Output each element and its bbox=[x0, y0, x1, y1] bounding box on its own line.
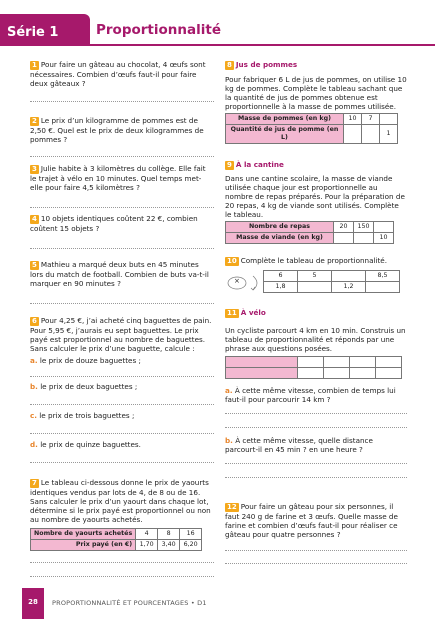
table-row bbox=[226, 233, 394, 244]
table-cell[interactable] bbox=[334, 233, 354, 244]
exercise-number: 9 bbox=[227, 161, 232, 169]
item-letter: a. bbox=[225, 386, 233, 395]
exercise-1 bbox=[30, 60, 214, 102]
exercise-number: 8 bbox=[227, 61, 232, 69]
table-cell[interactable]: 1,8 bbox=[264, 282, 298, 293]
table-cell[interactable] bbox=[376, 357, 402, 368]
table-cell: 4 bbox=[136, 529, 158, 540]
table-row bbox=[31, 540, 202, 551]
exercise-number: 10 bbox=[227, 257, 237, 265]
exercise-3 bbox=[30, 164, 214, 208]
table-cell[interactable] bbox=[366, 282, 400, 293]
exercise-number: 11 bbox=[227, 309, 237, 317]
exercise-text: Un cycliste parcourt 4 km en 10 min. Construis un tableau de proportionnalité et réponds par une phrase aux questions posées. bbox=[225, 326, 406, 353]
page-number: 28 bbox=[28, 598, 38, 606]
pommes-table bbox=[225, 113, 398, 144]
cantine-table bbox=[225, 221, 394, 244]
exercise-text: Pour 4,25 €, j’ai acheté cinq baguettes de pain. Pour 5,95 €, j’aurais eu sept baguettes. Le prix payé est proportionnel au nombre de baguettes. Sans calculer le prix d’une baguette, calcule : bbox=[30, 316, 212, 353]
table-row bbox=[264, 271, 400, 282]
answer-line[interactable] bbox=[225, 541, 407, 551]
table-cell[interactable] bbox=[324, 368, 350, 379]
table-cell[interactable] bbox=[374, 222, 394, 233]
answer-line[interactable] bbox=[30, 294, 214, 304]
item-letter: a. bbox=[30, 356, 38, 365]
yaourts-table bbox=[30, 528, 202, 551]
table-row bbox=[31, 529, 202, 540]
table-cell[interactable] bbox=[362, 125, 380, 144]
exercise-text: Pour fabriquer 6 L de jus de pommes, on utilise 10 kg de pommes. Complète le tableau sachant que la quantité de jus de pommes obtenue est proportionnelle à la masse de pommes utilisée. bbox=[225, 75, 407, 111]
item-text: le prix de trois baguettes ; bbox=[39, 411, 135, 420]
table-cell: 6,20 bbox=[180, 540, 202, 551]
table-cell[interactable] bbox=[380, 114, 398, 125]
table-row bbox=[226, 114, 398, 125]
table-cell[interactable] bbox=[354, 233, 374, 244]
item-text: le prix de quinze baguettes. bbox=[40, 440, 141, 449]
serie-tab bbox=[0, 14, 90, 46]
item-text: le prix de deux baguettes ; bbox=[40, 382, 138, 391]
exercise-text: Dans une cantine scolaire, la masse de viande utilisée chaque jour est proportionnelle au nombre de repas préparés. Pour la préparation de 20 repas, 4 kg de viande sont utilisés. Complète le tableau. bbox=[225, 174, 405, 219]
exercise-4 bbox=[30, 214, 214, 249]
table-cell[interactable]: 8,5 bbox=[366, 271, 400, 282]
item-text: le prix de douze baguettes ; bbox=[39, 356, 141, 365]
exercise-text: 10 objets identiques coûtent 22 €, combien coûtent 15 objets ? bbox=[30, 214, 198, 233]
table-cell: 3,40 bbox=[158, 540, 180, 551]
exercise-number: 2 bbox=[32, 117, 37, 125]
item-letter: b. bbox=[225, 436, 233, 445]
exercise-text: Mathieu a marqué deux buts en 45 minutes lors du match de football. Combien de buts va-t-il marquer en 90 minutes ? bbox=[30, 260, 209, 288]
row-header: Nombre de repas bbox=[226, 222, 334, 233]
table-row bbox=[264, 282, 400, 293]
multiplier-arrow-icon bbox=[225, 270, 265, 296]
exercise-number: 7 bbox=[32, 479, 37, 487]
exercise-12 bbox=[225, 502, 407, 564]
table-cell[interactable] bbox=[324, 357, 350, 368]
footer-chapter: PROPORTIONNALITÉ ET POURCENTAGES • D1 bbox=[52, 599, 207, 607]
table-cell[interactable] bbox=[350, 357, 376, 368]
item-text: À cette même vitesse, combien de temps lui faut-il pour parcourir 14 km ? bbox=[225, 386, 396, 404]
answer-line[interactable] bbox=[30, 147, 214, 157]
answer-line[interactable] bbox=[30, 424, 214, 434]
exercise-number: 5 bbox=[32, 261, 37, 269]
row-header: Masse de pommes (en kg) bbox=[226, 114, 344, 125]
proportion-table bbox=[263, 270, 400, 293]
exercise-7 bbox=[30, 478, 214, 577]
exercise-title: À vélo bbox=[240, 308, 266, 317]
table-cell[interactable]: 6 bbox=[264, 271, 298, 282]
table-cell: 1,70 bbox=[136, 540, 158, 551]
page-header bbox=[0, 0, 435, 46]
exercise-number: 1 bbox=[32, 61, 37, 69]
table-cell[interactable]: 7 bbox=[362, 114, 380, 125]
table-cell[interactable] bbox=[298, 282, 332, 293]
table-cell[interactable]: 10 bbox=[344, 114, 362, 125]
table-cell[interactable] bbox=[376, 368, 402, 379]
table-cell[interactable]: 20 bbox=[334, 222, 354, 233]
answer-line[interactable] bbox=[225, 554, 407, 564]
exercise-10 bbox=[225, 256, 407, 296]
answer-line[interactable] bbox=[225, 418, 407, 428]
row-header: Quantité de jus de pomme (en L) bbox=[226, 125, 344, 144]
exercise-11 bbox=[225, 308, 407, 478]
table-cell[interactable] bbox=[350, 368, 376, 379]
answer-line[interactable] bbox=[225, 404, 407, 414]
row-header: Masse de viande (en kg) bbox=[226, 233, 334, 244]
table-cell[interactable] bbox=[298, 357, 324, 368]
exercise-8 bbox=[225, 60, 407, 144]
table-row bbox=[226, 222, 394, 233]
answer-line[interactable] bbox=[30, 453, 214, 463]
exercise-text: Le tableau ci-dessous donne le prix de yaourts identiques vendus par lots de 4, de 8 ou de 16. Sans calculer le prix d’un yaourt dans chaque lot, détermine si le prix payé est proportionnel ou non au nombre de yaourts achetés. bbox=[30, 478, 211, 524]
answer-line[interactable] bbox=[30, 198, 214, 208]
table-cell[interactable]: 1 bbox=[380, 125, 398, 144]
row-header: Nombre de yaourts achetés bbox=[31, 529, 136, 540]
exercise-number: 12 bbox=[227, 503, 237, 511]
table-cell[interactable]: 150 bbox=[354, 222, 374, 233]
row-header[interactable] bbox=[226, 357, 298, 368]
exercise-text: Le prix d’un kilogramme de pommes est de 2,50 €. Quel est le prix de deux kilogrammes de pommes ? bbox=[30, 116, 204, 144]
table-cell: 16 bbox=[180, 529, 202, 540]
exercise-2 bbox=[30, 116, 214, 157]
table-cell[interactable] bbox=[332, 271, 366, 282]
row-header: Prix payé (en €) bbox=[31, 540, 136, 551]
item-letter: d. bbox=[30, 440, 38, 449]
table-cell[interactable] bbox=[344, 125, 362, 144]
multiplier-symbol: × bbox=[234, 277, 240, 285]
exercise-text: Julie habite à 3 kilomètres du collège. Elle fait le trajet à vélo en 10 minutes. Quel temps met-elle pour faire 4,5 kilomètres ? bbox=[30, 164, 206, 192]
answer-line[interactable] bbox=[30, 395, 214, 405]
exercise-text: Complète le tableau de proportionnalité. bbox=[240, 256, 388, 265]
exercise-6 bbox=[30, 316, 214, 463]
page-title: Proportionnalité bbox=[96, 22, 221, 38]
answer-line[interactable] bbox=[30, 367, 214, 377]
exercise-text: Pour faire un gâteau au chocolat, 4 œufs sont nécessaires. Combien d’œufs faut-il pour faire deux gâteaux ? bbox=[30, 60, 206, 88]
answer-line[interactable] bbox=[30, 553, 214, 563]
table-cell[interactable]: 1,2 bbox=[332, 282, 366, 293]
item-letter: b. bbox=[30, 382, 38, 391]
exercise-text: Pour faire un gâteau pour six personnes, il faut 240 g de farine et 3 œufs. Quelle masse de farine et combien d’œufs faut-il pour réaliser ce gâteau pour quatre personnes ? bbox=[225, 502, 398, 539]
exercise-5 bbox=[30, 260, 214, 304]
table-row bbox=[226, 368, 402, 379]
table-cell[interactable] bbox=[298, 368, 324, 379]
exercise-title: À la cantine bbox=[235, 160, 284, 169]
exercise-9 bbox=[225, 160, 407, 244]
answer-line[interactable] bbox=[30, 567, 214, 577]
table-cell[interactable]: 5 bbox=[298, 271, 332, 282]
proportion-table-wrap bbox=[225, 270, 407, 296]
answer-line[interactable] bbox=[30, 92, 214, 102]
table-row bbox=[226, 357, 402, 368]
serie-label: Série 1 bbox=[7, 25, 59, 40]
table-row bbox=[226, 125, 398, 144]
row-header[interactable] bbox=[226, 368, 298, 379]
table-cell: 8 bbox=[158, 529, 180, 540]
item-text: À cette même vitesse, quelle distance parcourt-il en 45 min ? en une heure ? bbox=[225, 436, 373, 454]
exercise-number: 6 bbox=[32, 317, 37, 325]
exercise-number: 4 bbox=[32, 215, 37, 223]
table-cell[interactable]: 10 bbox=[374, 233, 394, 244]
answer-line[interactable] bbox=[30, 239, 214, 249]
exercise-number: 3 bbox=[32, 165, 37, 173]
item-letter: c. bbox=[30, 411, 37, 420]
exercise-title: Jus de pommes bbox=[235, 60, 298, 69]
answer-line[interactable] bbox=[225, 468, 407, 478]
answer-line[interactable] bbox=[225, 454, 407, 464]
velo-table bbox=[225, 356, 402, 379]
